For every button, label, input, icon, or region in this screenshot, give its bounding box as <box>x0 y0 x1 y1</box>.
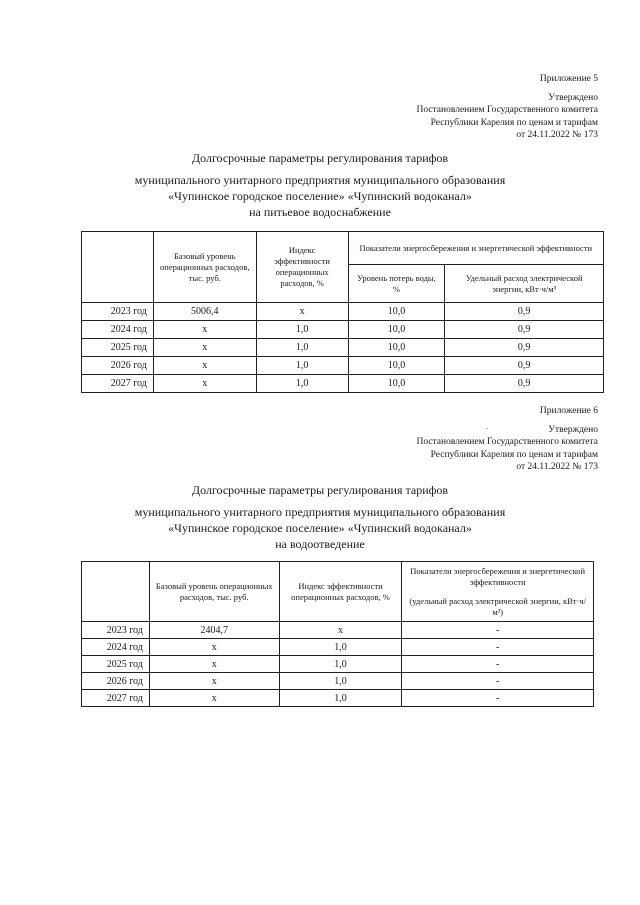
approved-label: Утверждено <box>548 424 598 435</box>
header-water-loss: Уровень потерь воды, % <box>348 265 445 303</box>
table-row <box>82 690 594 707</box>
approval-block-6 <box>416 405 598 474</box>
base-cell: 2404,7 <box>149 622 279 639</box>
base-cell: x <box>153 321 256 339</box>
base-cell: x <box>153 339 256 357</box>
header-energy-group: Показатели энергосбережения и энергетической эффективности <box>348 232 603 265</box>
header-specific-energy: Удельный расход электрической энергии, кВт·ч/м³ <box>445 265 604 303</box>
water-supply-table <box>81 231 604 393</box>
base-cell: 5006,4 <box>153 303 256 321</box>
header-energy-group-title: Показатели энергосбережения и энергетической эффективности <box>410 565 586 587</box>
specific-cell: 0,9 <box>445 303 604 321</box>
header-empty <box>82 562 150 622</box>
year-cell: 2023 год <box>82 622 150 639</box>
scan-dot: . <box>486 422 488 431</box>
approved-label: Утверждено <box>548 92 598 103</box>
document-title-6 <box>0 482 640 552</box>
year-cell: 2024 год <box>82 639 150 656</box>
table-row <box>82 339 604 357</box>
header-energy-group <box>402 562 594 622</box>
title-line: муниципального унитарного предприятия муниципального образования <box>134 505 506 519</box>
table-row <box>82 622 594 639</box>
header-energy-group-sub: (удельный расход электрической энергии, кВт·ч/м³) <box>409 595 586 617</box>
title-line: Долгосрочные параметры регулирования тарифов <box>191 151 449 165</box>
table-row <box>82 673 594 690</box>
decree-line: Республики Карелия по ценам и тарифам <box>430 117 598 128</box>
base-cell: x <box>149 639 279 656</box>
approval-block-5 <box>416 73 598 142</box>
loss-cell: 10,0 <box>348 375 445 393</box>
header-base-cost: Базовый уровень операционных расходов, тыс. руб. <box>153 232 256 303</box>
appendix-number: Приложение 5 <box>539 74 598 84</box>
index-cell: 1,0 <box>256 375 348 393</box>
index-cell: 1,0 <box>279 690 402 707</box>
appendix-number: Приложение 6 <box>539 406 598 416</box>
document-title-5 <box>0 150 640 220</box>
year-cell: 2024 год <box>82 321 154 339</box>
decree-date: от 24.11.2022 № 173 <box>516 462 598 472</box>
title-line: «Чупинское городское поселение» «Чупинский водоканал» <box>168 189 472 203</box>
specific-cell: - <box>402 656 594 673</box>
specific-cell: 0,9 <box>445 339 604 357</box>
index-cell: 1,0 <box>256 339 348 357</box>
header-efficiency-index: Индекс эффективности операционных расходов, % <box>279 562 402 622</box>
specific-cell: - <box>402 690 594 707</box>
loss-cell: 10,0 <box>348 357 445 375</box>
base-cell: x <box>153 375 256 393</box>
base-cell: x <box>149 690 279 707</box>
specific-cell: 0,9 <box>445 321 604 339</box>
loss-cell: 10,0 <box>348 321 445 339</box>
decree-line: Республики Карелия по ценам и тарифам <box>430 449 598 460</box>
title-line: «Чупинское городское поселение» «Чупинский водоканал» <box>168 521 472 535</box>
base-cell: x <box>149 656 279 673</box>
index-cell: 1,0 <box>279 639 402 656</box>
year-cell: 2025 год <box>82 339 154 357</box>
specific-cell: - <box>402 673 594 690</box>
decree-line: Постановлением Государственного комитета <box>416 105 598 115</box>
table-row <box>82 303 604 321</box>
base-cell: x <box>149 673 279 690</box>
title-line: муниципального унитарного предприятия муниципального образования <box>134 173 506 187</box>
index-cell: x <box>256 303 348 321</box>
table-row <box>82 321 604 339</box>
index-cell: 1,0 <box>279 656 402 673</box>
specific-cell: - <box>402 639 594 656</box>
table-row <box>82 639 594 656</box>
title-line: на водоотведение <box>275 537 365 551</box>
decree-line: Постановлением Государственного комитета <box>416 437 598 447</box>
loss-cell: 10,0 <box>348 303 445 321</box>
wastewater-table <box>81 561 594 707</box>
year-cell: 2023 год <box>82 303 154 321</box>
base-cell: x <box>153 357 256 375</box>
table-row <box>82 375 604 393</box>
year-cell: 2026 год <box>82 357 154 375</box>
year-cell: 2026 год <box>82 673 150 690</box>
index-cell: 1,0 <box>256 321 348 339</box>
decree-date: от 24.11.2022 № 173 <box>516 130 598 140</box>
index-cell: 1,0 <box>279 673 402 690</box>
title-line: Долгосрочные параметры регулирования тарифов <box>191 483 449 497</box>
index-cell: 1,0 <box>256 357 348 375</box>
specific-cell: 0,9 <box>445 375 604 393</box>
loss-cell: 10,0 <box>348 339 445 357</box>
header-efficiency-index: Индекс эффективности операционных расходов, % <box>256 232 348 303</box>
title-line: на питьевое водоснабжение <box>249 205 391 219</box>
specific-cell: - <box>402 622 594 639</box>
year-cell: 2027 год <box>82 375 154 393</box>
specific-cell: 0,9 <box>445 357 604 375</box>
index-cell: x <box>279 622 402 639</box>
table-row <box>82 656 594 673</box>
year-cell: 2027 год <box>82 690 150 707</box>
header-base-cost: Базовый уровень операционных расходов, тыс. руб. <box>149 562 279 622</box>
header-empty <box>82 232 154 303</box>
table-row <box>82 357 604 375</box>
year-cell: 2025 год <box>82 656 150 673</box>
